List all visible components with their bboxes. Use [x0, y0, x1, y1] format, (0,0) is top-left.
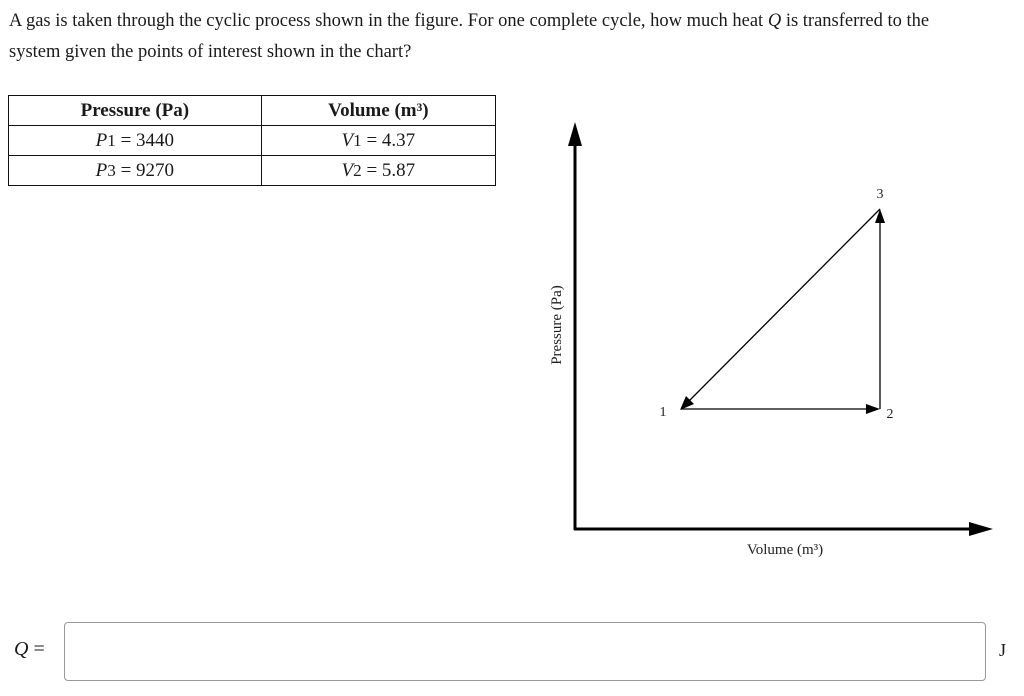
- p3-subscript: 3: [107, 160, 116, 180]
- v1-value: = 4.37: [361, 129, 416, 151]
- point-label-2: 2: [886, 407, 894, 422]
- question-line1-end: is transferred to the: [781, 11, 930, 31]
- path-3-to-1: [686, 209, 880, 404]
- p1-symbol: P: [95, 129, 108, 151]
- v1-subscript: 1: [353, 130, 362, 150]
- point-label-3: 3: [876, 187, 884, 202]
- v2-subscript: 2: [353, 160, 362, 180]
- v2-value: = 5.87: [361, 159, 416, 181]
- v2-symbol: V: [341, 159, 354, 181]
- header-volume: Volume (m³): [261, 96, 495, 126]
- p1-value: = 3440: [115, 129, 175, 151]
- point-label-1: 1: [659, 405, 667, 420]
- question-line2: system given the points of interest shown in the chart?: [9, 42, 412, 62]
- answer-label: [14, 638, 45, 661]
- y-axis-label: Pressure (Pa): [549, 285, 565, 365]
- x-axis-label: Volume (m³): [746, 542, 824, 558]
- arrow-at-3: [875, 209, 885, 223]
- p3-symbol: P: [95, 159, 108, 181]
- answer-unit: J: [999, 640, 1007, 660]
- p1-subscript: 1: [107, 130, 116, 150]
- question-line1: A gas is taken through the cyclic process shown in the figure. For one complete cycle, how much heat: [9, 11, 768, 31]
- answer-label-equals: =: [28, 638, 45, 660]
- header-pressure: Pressure (Pa): [9, 96, 262, 126]
- p3-value: = 9270: [115, 159, 175, 181]
- arrow-at-2: [866, 404, 880, 414]
- answer-label-symbol: Q: [14, 638, 29, 660]
- y-axis-arrowhead: [568, 122, 582, 146]
- x-axis-arrowhead: [969, 522, 993, 536]
- v1-symbol: V: [341, 129, 354, 151]
- answer-input[interactable]: [64, 622, 986, 681]
- question-heat-symbol: Q: [767, 11, 782, 31]
